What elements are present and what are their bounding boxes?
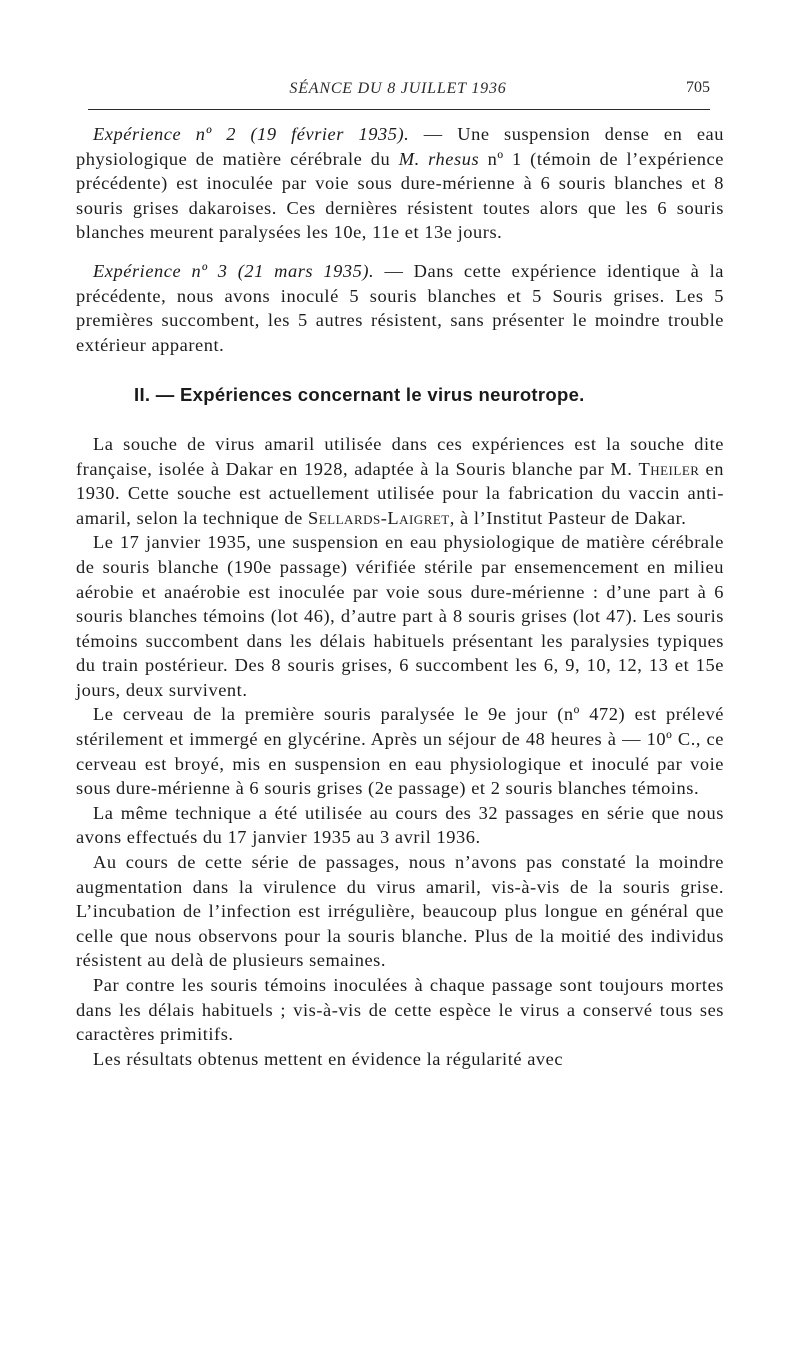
experience-3-label: Expérience nº 3 (21 mars 1935). <box>93 260 375 281</box>
body-text <box>76 122 724 1071</box>
paragraph-strain <box>76 432 724 530</box>
strain-text-part-2: en 1930. Cette souche est actuellement utilisée pour la fabrication du vaccin anti-amaril, selon la technique de <box>76 458 724 528</box>
running-title: SÉANCE DU 8 JUILLET 1936 <box>289 80 507 97</box>
header-rule <box>88 109 710 110</box>
species-name: M. rhesus <box>398 148 480 169</box>
experience-2-paragraph <box>76 122 724 245</box>
experience-2-text-part-2: nº 1 (témoin de l’expérience précédente) est inoculée par voie sous dure-mérienne à 6 souris blanches et 8 souris grises dakaroises. Ces dernières résistent toutes alors que les 6 souris blanches meurent paralysées les 10e, 11e et 13e jours. <box>76 148 724 243</box>
paragraph-results: Les résultats obtenus mettent en évidence la régularité avec <box>93 1048 564 1069</box>
paragraph-virulence: Au cours de cette série de passages, nous n’avons pas constaté la moindre augmentation dans la virulence du virus amaril, vis-à-vis de la souris grise. L’incubation de l’infection est irrégulière, beaucoup plus longue en général que celle que nous observons pour la souris blanche. Plus de la moitié des individus résistent au delà de plusieurs semaines. <box>76 852 724 971</box>
experience-3-paragraph <box>76 259 724 357</box>
paragraph-technique: La même technique a été utilisée au cours des 32 passages en série que nous avons effectués du 17 janvier 1935 au 3 avril 1936. <box>76 802 724 848</box>
experience-2-text-part-1: — Une suspension dense en eau physiologique de matière cérébrale du <box>76 124 724 169</box>
strain-text-part-1: La souche de virus amaril utilisée dans ces expériences est la souche dite française, isolée à Dakar en 1928, adaptée à la Souris blanche par M. <box>76 433 724 479</box>
paragraph-brain-passage: Le cerveau de la première souris paralysée le 9e jour (nº 472) est prélevé stérilement et immergé en glycérine. Après un séjour de 48 heures à — 10º C., ce cerveau est broyé, mis en suspension en eau physiologique et inoculé par voie sous dure-mérienne à 6 souris grises (2e passage) et 2 souris blanches témoins. <box>76 704 724 799</box>
paragraph-controls: Par contre les souris témoins inoculées à chaque passage sont toujours mortes dans les délais habituels ; vis-à-vis de cette espèce le virus a conservé tous ses caractères primitifs. <box>76 975 724 1045</box>
section-heading: II. — Expériences concernant le virus neurotrope. <box>134 384 585 406</box>
author-name-sellards-laigret: Sellards-Laigret <box>308 507 450 528</box>
author-name-theiler: Theiler <box>638 458 700 479</box>
experience-3-text: — Dans cette expérience identique à la précédente, nous avons inoculé 5 souris blanches et 5 Souris grises. Les 5 premières succombent, les 5 autres résistent, sans présenter le moindre trouble extérieur apparent. <box>76 260 724 355</box>
strain-text-part-3: , à l’Institut Pasteur de Dakar. <box>449 507 687 528</box>
page-header <box>86 80 710 102</box>
experience-2-label: Expérience nº 2 (19 février 1935). <box>93 124 410 144</box>
page-number: 705 <box>686 79 710 96</box>
paragraph-inoculation: Le 17 janvier 1935, une suspension en eau physiologique de matière cérébrale de souris blanche (190e passage) vérifiée stérile par ensemencement en milieu aérobie et anaérobie est inoculée par voie sous dure-mérienne : d’une part à 6 souris blanches témoins (lot 46), d’autre part à 8 souris grises (lot 47). Les souris témoins succombent dans les délais habituels présentant les paralysies typiques du train postérieur. Des 8 souris grises, 6 succombent les 6, 9, 10, 12, 13 et 15e jours, deux survivent. <box>76 532 724 700</box>
